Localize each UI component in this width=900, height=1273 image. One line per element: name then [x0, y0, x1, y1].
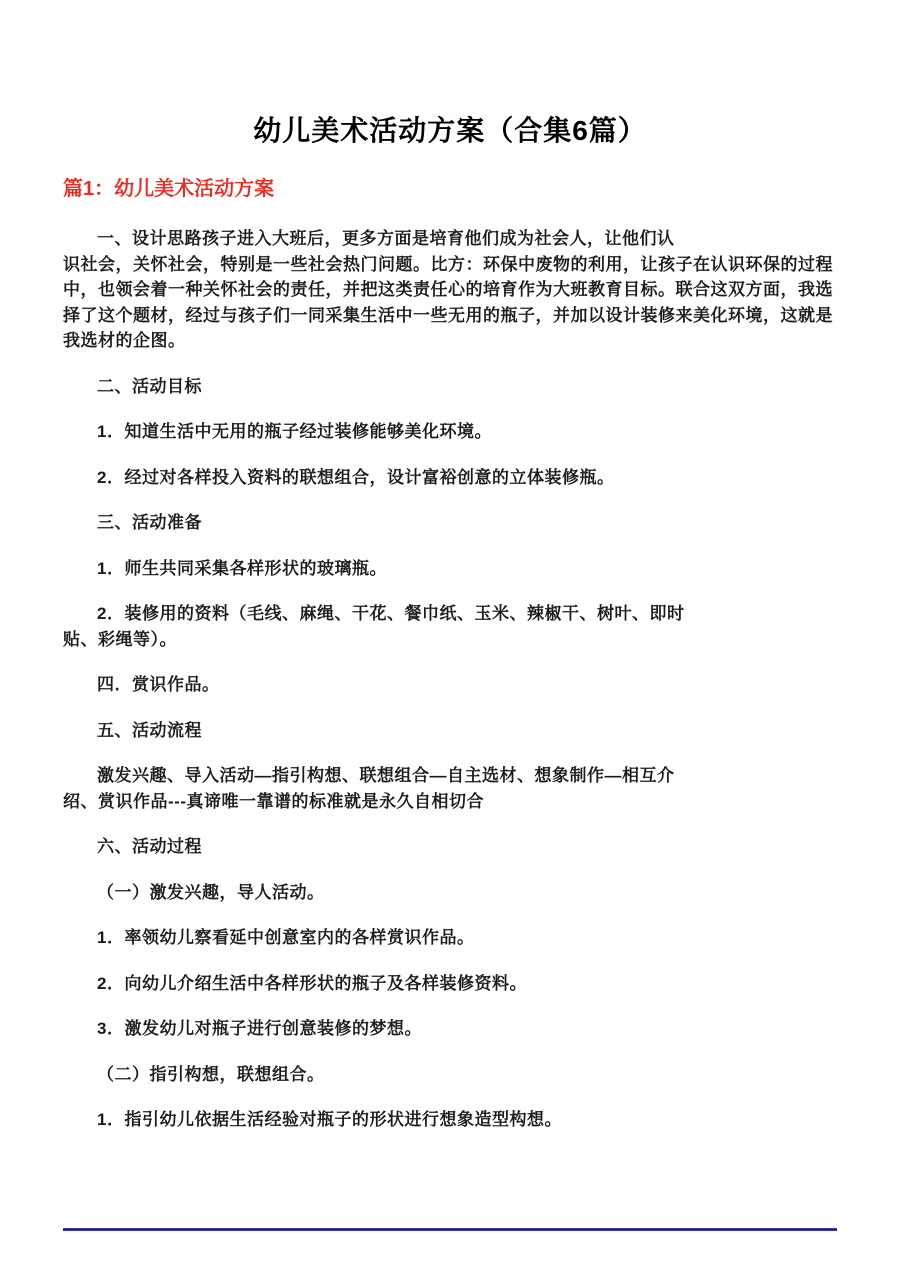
- process2-item-1: [63, 1107, 837, 1133]
- prep-item-1: [63, 556, 837, 582]
- section-1-heading: 篇1：幼儿美术活动方案: [63, 178, 275, 200]
- goal-item-1: [63, 419, 837, 445]
- para-text: 2．经过对各样投入资料的联想组合，设计富裕创意的立体装修瓶。: [97, 467, 615, 487]
- para-text: 四．赏识作品。: [97, 675, 220, 694]
- para-text: （二）指引构想，联想组合。: [97, 1064, 325, 1084]
- heading-activity-goals: [63, 374, 837, 400]
- para-text: 绍、赏识作品---真谛唯一靠谱的标准就是永久自相切合: [63, 791, 484, 811]
- process-item-1: [63, 925, 837, 951]
- heading-activity-process: [63, 834, 837, 860]
- para-text: 1．知道生活中无用的瓶子经过装修能够美化环境。: [97, 422, 492, 441]
- process-item-3: [63, 1016, 837, 1042]
- heading-activity-flow: [63, 718, 837, 744]
- para-flow-description: [63, 763, 837, 814]
- document-title: 幼儿美术活动方案（合集6篇）: [253, 115, 647, 146]
- para-text: 3．激发幼儿对瓶子进行创意装修的梦想。: [97, 1019, 422, 1038]
- para-text: 五、活动流程: [97, 720, 202, 740]
- subheading-part-2: [63, 1062, 837, 1088]
- goal-item-2: [63, 465, 837, 491]
- para-text: 1．师生共同采集各样形状的玻璃瓶。: [97, 558, 387, 578]
- para-text: 2．装修用的资料（毛线、麻绳、干花、餐巾纸、玉米、辣椒干、树叶、即时: [97, 604, 685, 623]
- para-text: 六、活动过程: [97, 837, 202, 856]
- footer-divider-line: [63, 1228, 837, 1231]
- prep-item-2: [63, 601, 837, 652]
- process-item-2: [63, 971, 837, 997]
- para-appreciate-works: [63, 672, 837, 698]
- para-text: 二、活动目标: [97, 376, 202, 396]
- para-text: 1．指引幼儿依据生活经验对瓶子的形状进行想象造型构想。: [97, 1110, 562, 1129]
- heading-activity-preparation: [63, 510, 837, 536]
- para-text: 激发兴趣、导入活动—指引构想、联想组合—自主选材、想象制作—相互介: [97, 766, 675, 785]
- para-design-intent: [63, 226, 837, 354]
- document-body: [63, 226, 837, 1133]
- para-text: 三、活动准备: [97, 513, 202, 532]
- para-text: （一）激发兴趣，导人活动。: [97, 882, 325, 902]
- para-text: 贴、彩绳等）。: [63, 629, 177, 649]
- para-text: 2．向幼儿介绍生活中各样形状的瓶子及各样装修资料。: [97, 973, 527, 993]
- para-text: 一、设计思路孩子进入大班后，更多方面是培育他们成为社会人，让他们认: [97, 229, 675, 248]
- subheading-part-1: [63, 880, 837, 906]
- para-text: 1．率领幼儿察看延中创意室内的各样赏识作品。: [97, 928, 475, 947]
- para-text: 识社会，关怀社会，特别是一些社会热门问题。比方：环保中废物的利用，让孩子在认识环保的过程中，也领会着一种关怀社会的责任，并把这类责任心的培育作为大班教育目标。联合这双方面，我选择了这个题材，经过与孩子们一同采集生活中一些无用的瓶子，并加以设计装修来美化环境，这就是我选材的企图。: [63, 254, 833, 350]
